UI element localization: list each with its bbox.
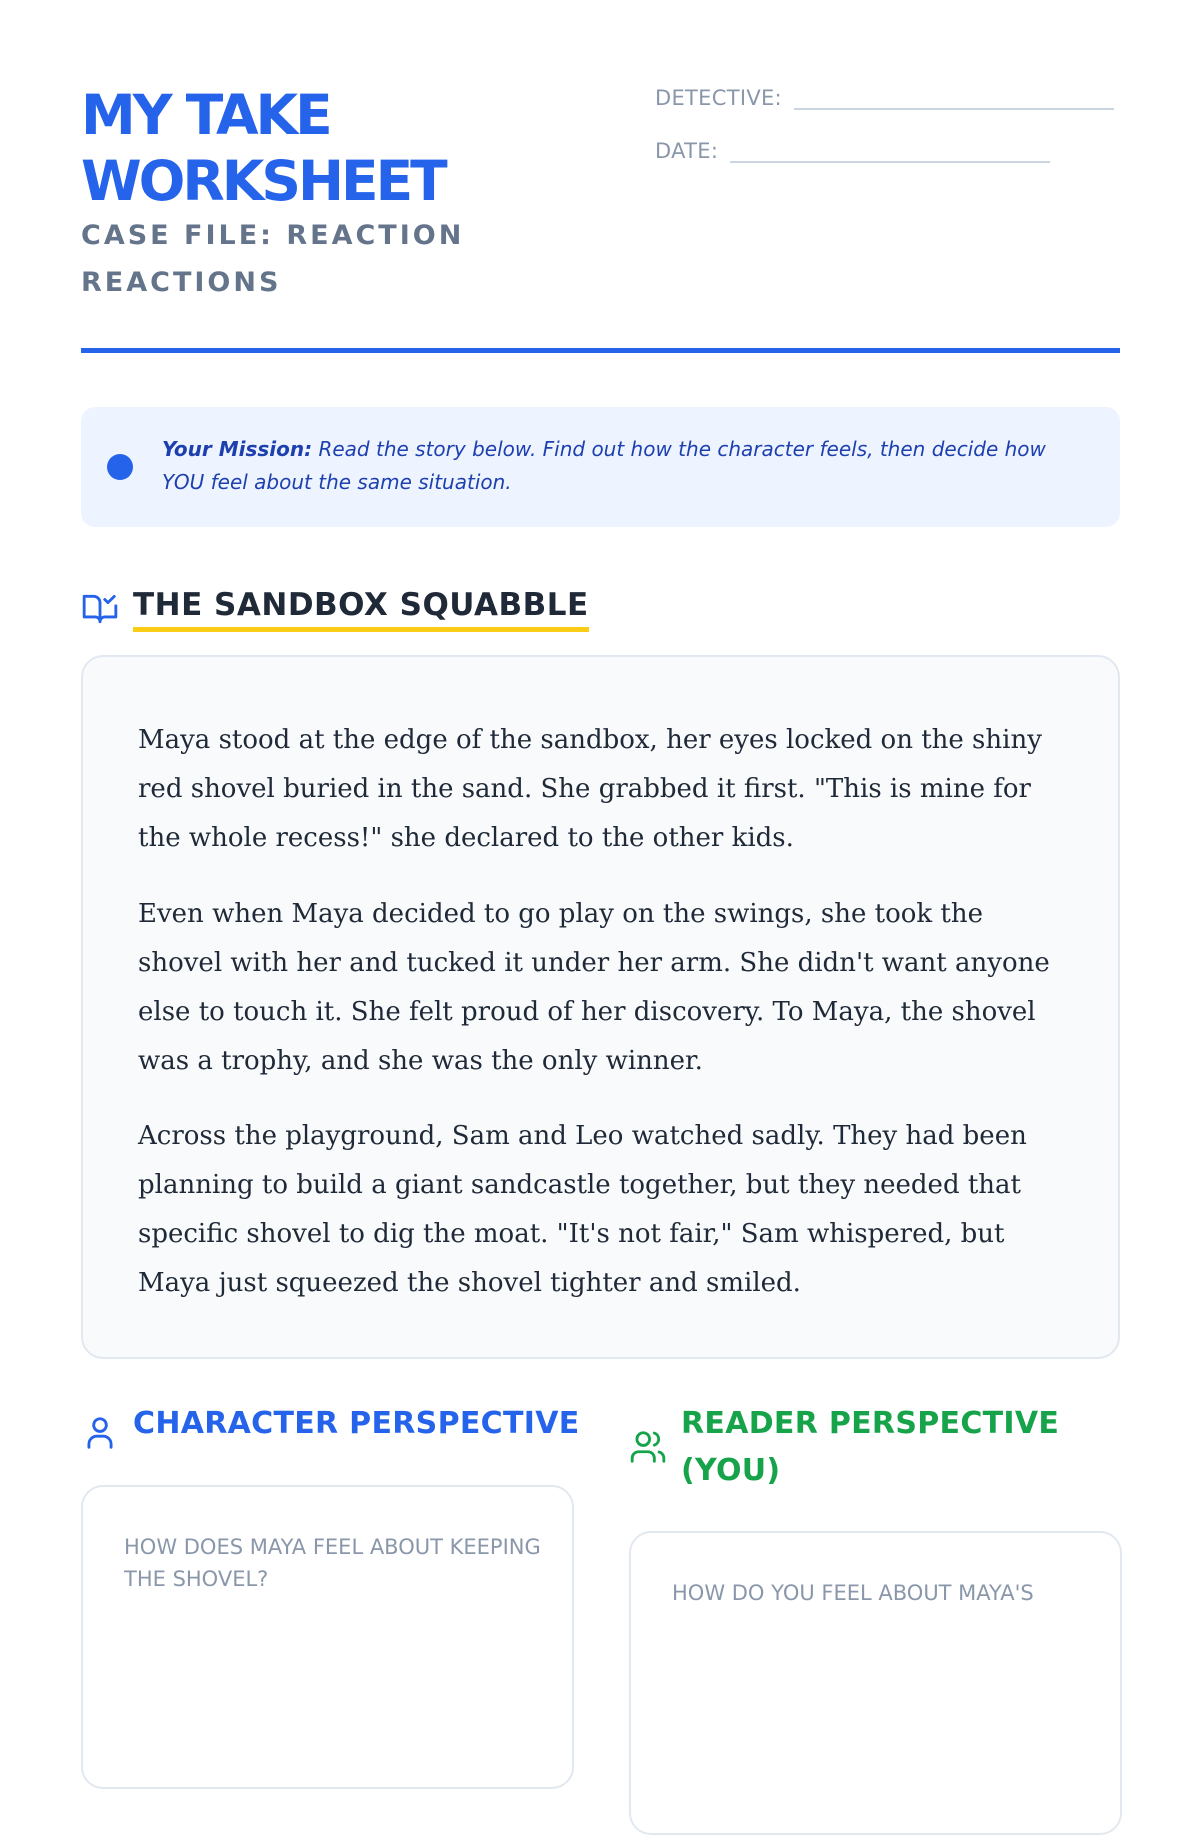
reader-answer-card[interactable] bbox=[629, 1531, 1122, 1835]
story-paragraph: Maya stood at the edge of the sandbox, her eyes locked on the shiny red shovel buried in the sand. She grabbed it first. "This is mine for the whole recess!" she declared to the other kids. bbox=[138, 725, 1042, 853]
character-answer-card[interactable] bbox=[81, 1485, 574, 1789]
mission-lead: Your Mission: bbox=[162, 437, 313, 461]
story-box bbox=[81, 655, 1120, 1359]
story-heading bbox=[81, 585, 589, 632]
detective-label: DETECTIVE: bbox=[655, 86, 782, 110]
date-input-line[interactable] bbox=[730, 141, 1050, 163]
date-field bbox=[655, 139, 1050, 163]
mission-callout bbox=[81, 407, 1120, 527]
character-question: HOW DOES MAYA FEEL ABOUT KEEPING THE SHOVEL? bbox=[124, 1535, 541, 1591]
mission-body: Read the story below. Find out how the character feels, then decide how YOU feel about the same situation. bbox=[162, 437, 1046, 494]
detective-input-line[interactable] bbox=[794, 88, 1114, 110]
users-icon bbox=[629, 1428, 667, 1466]
reader-perspective-title: READER PERSPECTIVE (YOU) bbox=[681, 1406, 1060, 1488]
mission-text bbox=[162, 433, 1092, 499]
story-paragraph: Even when Maya decided to go play on the swings, she took the shovel with her and tucked it under her arm. She didn't want anyone else to touch it. She felt proud of her discovery. To Maya, the shovel was a trophy, and she was the only winner. bbox=[138, 899, 1050, 1076]
dot-icon bbox=[107, 454, 133, 480]
date-label: DATE: bbox=[655, 139, 719, 163]
detective-field bbox=[655, 86, 1114, 110]
character-perspective-title: CHARACTER PERSPECTIVE bbox=[133, 1406, 580, 1441]
character-perspective-heading bbox=[81, 1400, 580, 1452]
user-icon bbox=[81, 1414, 119, 1452]
reader-question: HOW DO YOU FEEL ABOUT MAYA'S bbox=[672, 1581, 1034, 1605]
book-check-icon bbox=[81, 590, 119, 628]
reader-perspective-heading bbox=[629, 1400, 1081, 1494]
case-file-subtitle: CASE FILE: REACTION REACTIONS bbox=[81, 220, 465, 298]
story-paragraph: Across the playground, Sam and Leo watched sadly. They had been planning to build a giant sandcastle together, but they needed that specific shovel to dig the moat. "It's not fair," Sam whispered, but Maya just squeezed the shovel tighter and smiled. bbox=[138, 1121, 1027, 1298]
story-title: THE SANDBOX SQUABBLE bbox=[133, 585, 589, 632]
header-divider bbox=[81, 348, 1120, 353]
page-title: MY TAKE WORKSHEET bbox=[81, 83, 445, 213]
